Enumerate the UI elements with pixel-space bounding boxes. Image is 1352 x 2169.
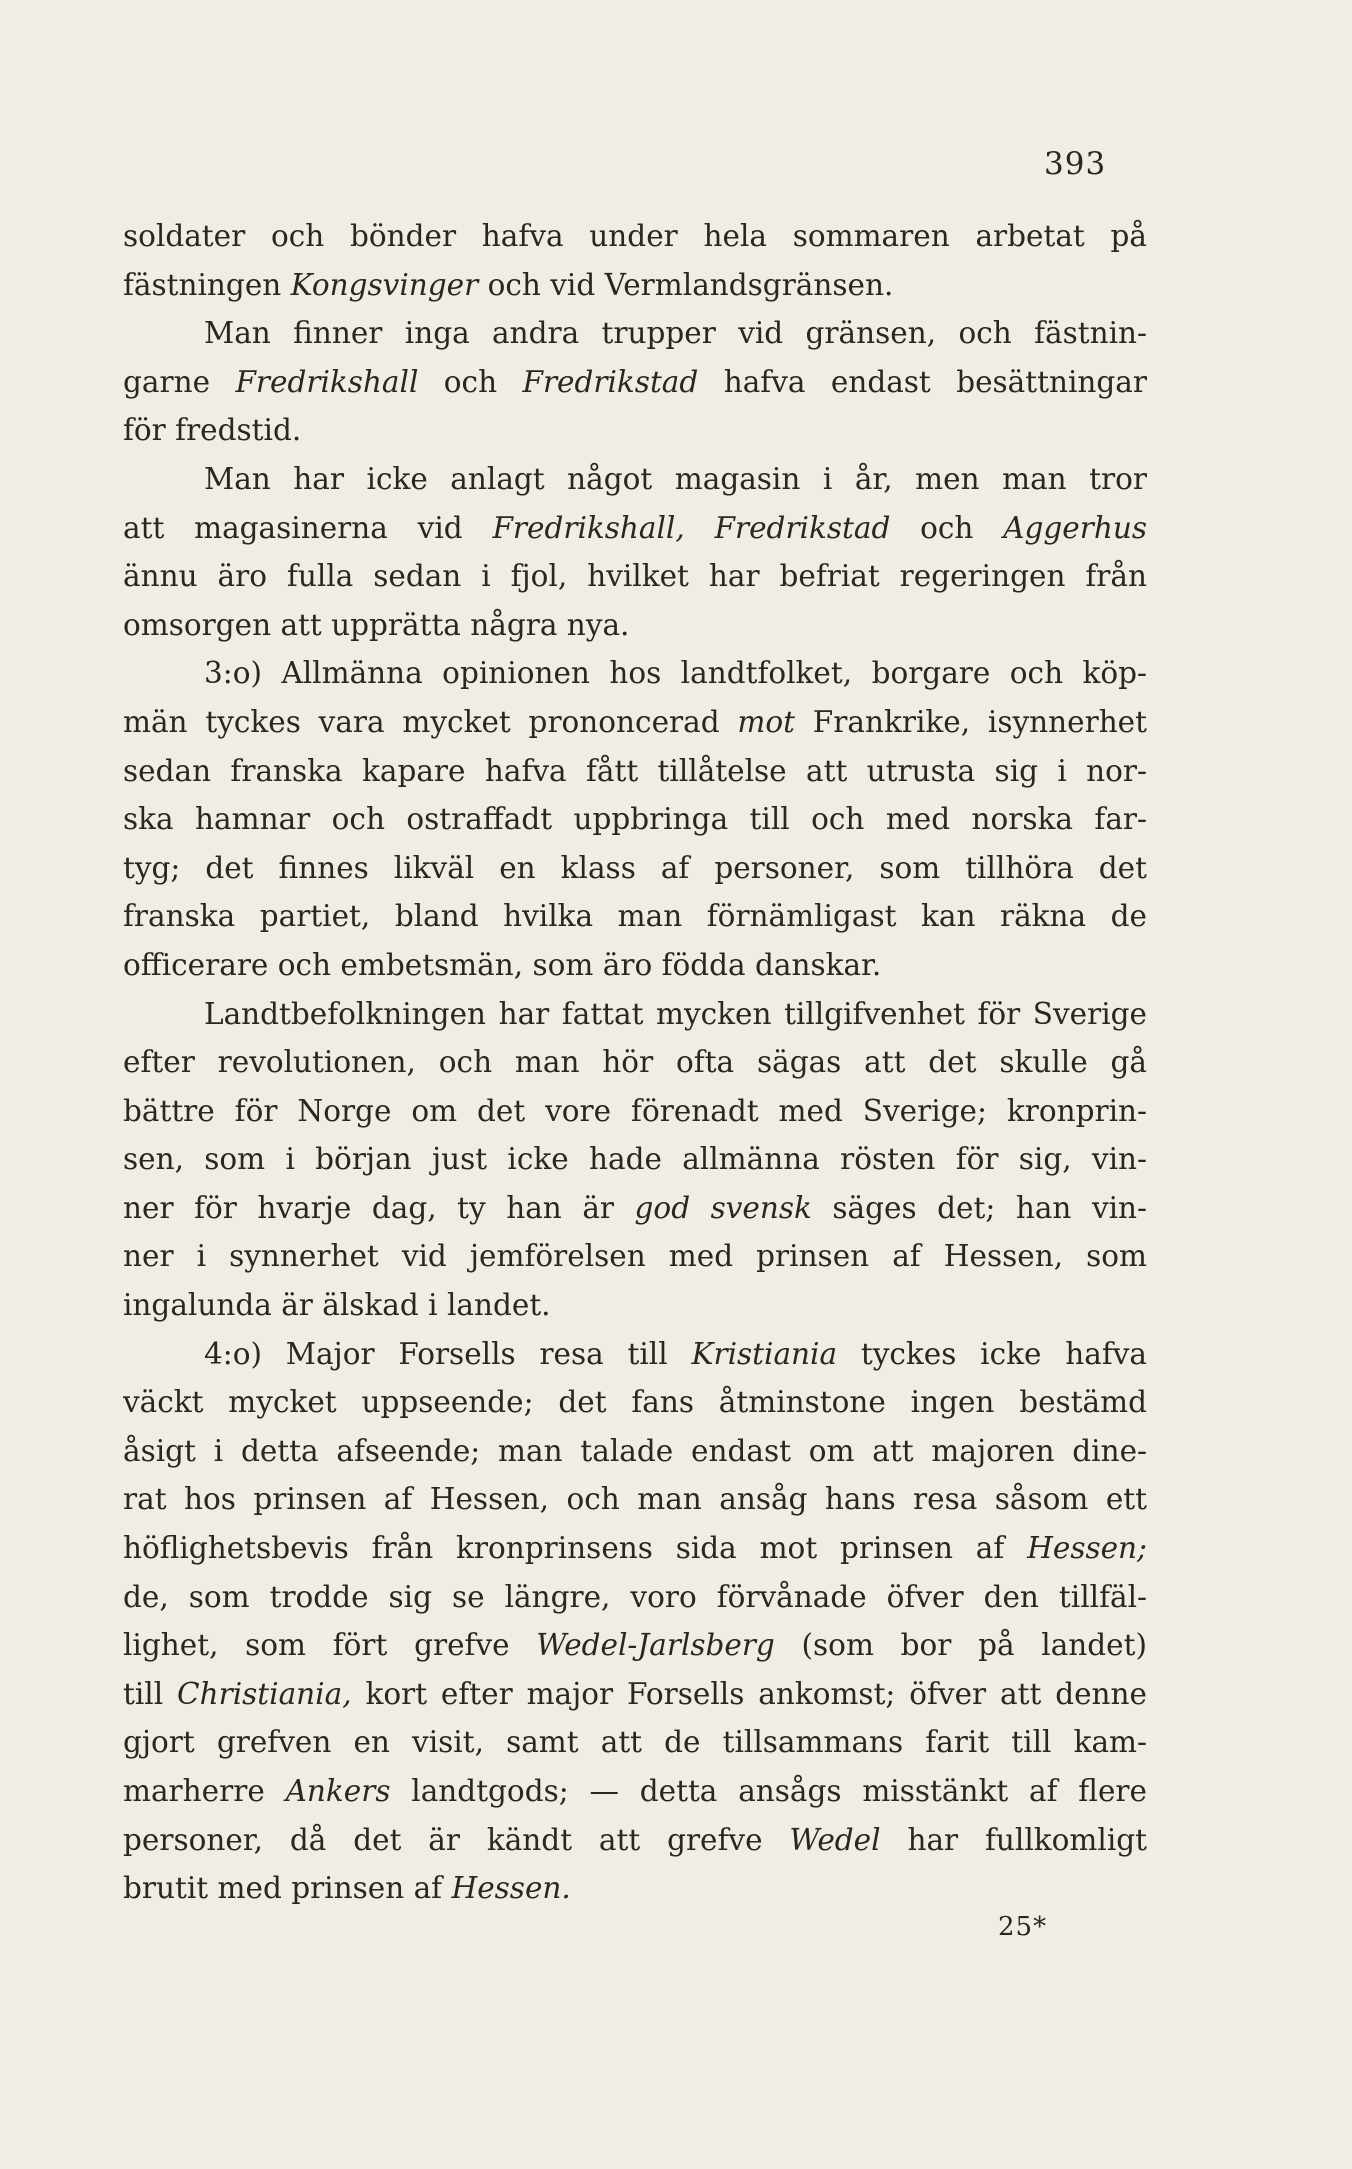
text-line xyxy=(123,1816,1147,1865)
text-line xyxy=(123,1135,1147,1184)
text-segment: brutit med prinsen af xyxy=(123,1871,452,1906)
text-line xyxy=(123,1232,1147,1281)
text-segment: omsorgen att upprätta några nya. xyxy=(123,607,630,642)
text-segment: väckt mycket uppseende; det fans åtminstone ingen bestämd xyxy=(123,1385,1147,1420)
text-segment: hafva endast besättningar xyxy=(698,364,1147,399)
text-segment: för fredstid. xyxy=(123,413,302,448)
text-segment: åsigt i detta afseende; man talade endast om att majoren dine- xyxy=(123,1433,1147,1468)
text-segment: säges det; han vin- xyxy=(811,1190,1147,1225)
text-segment: soldater och bönder hafva under hela sommaren arbetat på xyxy=(123,219,1147,253)
text-segment: efter revolutionen, och man hör ofta sägas att det skulle gå xyxy=(123,1045,1147,1080)
italic-text: Kongsvinger xyxy=(290,267,479,302)
text-segment: fästningen xyxy=(123,267,291,302)
text-segment: landtgods; — detta ansågs misstänkt af flere xyxy=(390,1774,1147,1808)
text-line xyxy=(123,406,1147,455)
text-line xyxy=(123,698,1147,747)
text-segment: tyckes icke hafva xyxy=(837,1336,1147,1371)
text-segment: ännu äro fulla sedan i fjol, hvilket har befriat regeringen från xyxy=(123,559,1147,594)
text-line xyxy=(123,649,1147,698)
text-line xyxy=(123,1573,1147,1622)
text-line xyxy=(123,941,1147,990)
text-segment: rat hos prinsen af Hessen, och man ansåg hans resa såsom ett xyxy=(123,1482,1147,1517)
text-line xyxy=(123,1767,1147,1816)
italic-text: Christiania, xyxy=(177,1676,352,1711)
text-segment: de, som trodde sig se längre, voro förvånade öfver den tillfäl- xyxy=(123,1579,1147,1614)
text-segment: tyg; det finnes likväl en klass af personer, som tillhöra det xyxy=(123,850,1147,885)
text-segment: garne xyxy=(123,364,236,399)
italic-text: Wedel xyxy=(789,1822,881,1857)
text-line xyxy=(123,1184,1147,1233)
text-segment: sedan franska kapare hafva fått tillåtelse att utrusta sig i nor- xyxy=(123,753,1147,788)
italic-text: Aggerhus xyxy=(1003,510,1147,545)
body-text xyxy=(123,212,1147,1913)
italic-text: Fredrikshall, Fredrikstad xyxy=(492,510,891,545)
text-segment: personer, då det är kändt att grefve xyxy=(123,1822,790,1857)
text-line xyxy=(123,504,1147,553)
text-line xyxy=(123,1330,1147,1379)
italic-text: Kristiania xyxy=(691,1336,838,1371)
italic-text: god svensk xyxy=(634,1190,812,1225)
text-line xyxy=(123,358,1147,407)
text-segment: och vid Vermlandsgränsen. xyxy=(478,267,894,302)
text-line xyxy=(123,261,1147,310)
text-segment: att magasinerna vid xyxy=(123,510,493,545)
text-segment: lighet, som fört grefve xyxy=(123,1628,537,1663)
text-segment: ska hamnar och ostraffadt uppbringa till och med norska far- xyxy=(123,802,1147,837)
text-segment: ingalunda är älskad i landet. xyxy=(123,1288,551,1323)
text-segment: Man finner inga andra trupper vid gränsen, och fästnin- xyxy=(204,316,1147,351)
text-line xyxy=(123,1281,1147,1330)
text-line xyxy=(123,1670,1147,1719)
text-segment: 4:o) Major Forsells resa till xyxy=(204,1336,692,1371)
text-segment: ner för hvarje dag, ty han är xyxy=(123,1190,635,1225)
text-segment: och xyxy=(890,510,1004,545)
text-segment: 3:o) Allmänna opinionen hos landtfolket, borgare och köp- xyxy=(204,656,1147,691)
text-line xyxy=(123,844,1147,893)
italic-text: Fredrikshall xyxy=(235,364,419,399)
text-line xyxy=(123,1718,1147,1767)
text-segment: marherre xyxy=(123,1774,286,1808)
text-segment: officerare och embetsmän, som äro födda danskar. xyxy=(123,947,882,982)
text-line xyxy=(123,1038,1147,1087)
text-segment: (som bor på landet) xyxy=(774,1628,1147,1663)
text-segment: kort efter major Forsells ankomst; öfver att denne xyxy=(351,1676,1147,1711)
text-line xyxy=(123,1087,1147,1136)
text-segment: ner i synnerhet vid jemförelsen med prinsen af Hessen, som xyxy=(123,1239,1147,1274)
italic-text: Wedel-Jarlsberg xyxy=(536,1628,775,1663)
italic-text: Ankers xyxy=(285,1774,391,1808)
text-segment: har fullkomligt xyxy=(880,1822,1147,1857)
text-segment: Man har icke anlagt något magasin i år, men man tror xyxy=(204,461,1147,496)
text-line xyxy=(123,212,1147,261)
italic-text: Fredrikstad xyxy=(522,364,699,399)
text-segment: Frankrike, isynnerhet xyxy=(795,704,1147,739)
italic-text: Hessen; xyxy=(1027,1531,1147,1566)
text-segment: sen, som i början just icke hade allmänna rösten för sig, vin- xyxy=(123,1142,1147,1177)
text-line xyxy=(123,747,1147,796)
italic-text: Hessen. xyxy=(451,1871,571,1906)
text-segment: och xyxy=(418,364,523,399)
page-number: 393 xyxy=(1044,146,1107,182)
text-line xyxy=(123,1378,1147,1427)
text-segment: höflighetsbevis från kronprinsens sida mot prinsen af xyxy=(123,1531,1028,1566)
text-segment: franska partiet, bland hvilka man förnämligast kan räkna de xyxy=(123,899,1147,934)
text-line xyxy=(123,455,1147,504)
text-line xyxy=(123,1427,1147,1476)
text-line xyxy=(123,892,1147,941)
text-line xyxy=(123,552,1147,601)
text-line xyxy=(123,990,1147,1039)
text-line xyxy=(123,1524,1147,1573)
text-line xyxy=(123,601,1147,650)
text-segment: gjort grefven en visit, samt att de tillsammans farit till kam- xyxy=(123,1725,1147,1760)
text-segment: Landtbefolkningen har fattat mycken tillgifvenhet för Sverige xyxy=(204,996,1147,1031)
text-line xyxy=(123,309,1147,358)
text-line xyxy=(123,1475,1147,1524)
signature-mark: 25* xyxy=(998,1912,1048,1942)
italic-text: mot xyxy=(737,704,796,739)
text-segment: till xyxy=(123,1676,178,1711)
text-line xyxy=(123,795,1147,844)
text-segment: män tyckes vara mycket prononcerad xyxy=(123,704,738,739)
text-line xyxy=(123,1621,1147,1670)
text-line xyxy=(123,1864,1147,1913)
text-segment: bättre för Norge om det vore förenadt med Sverige; kronprin- xyxy=(123,1093,1147,1128)
